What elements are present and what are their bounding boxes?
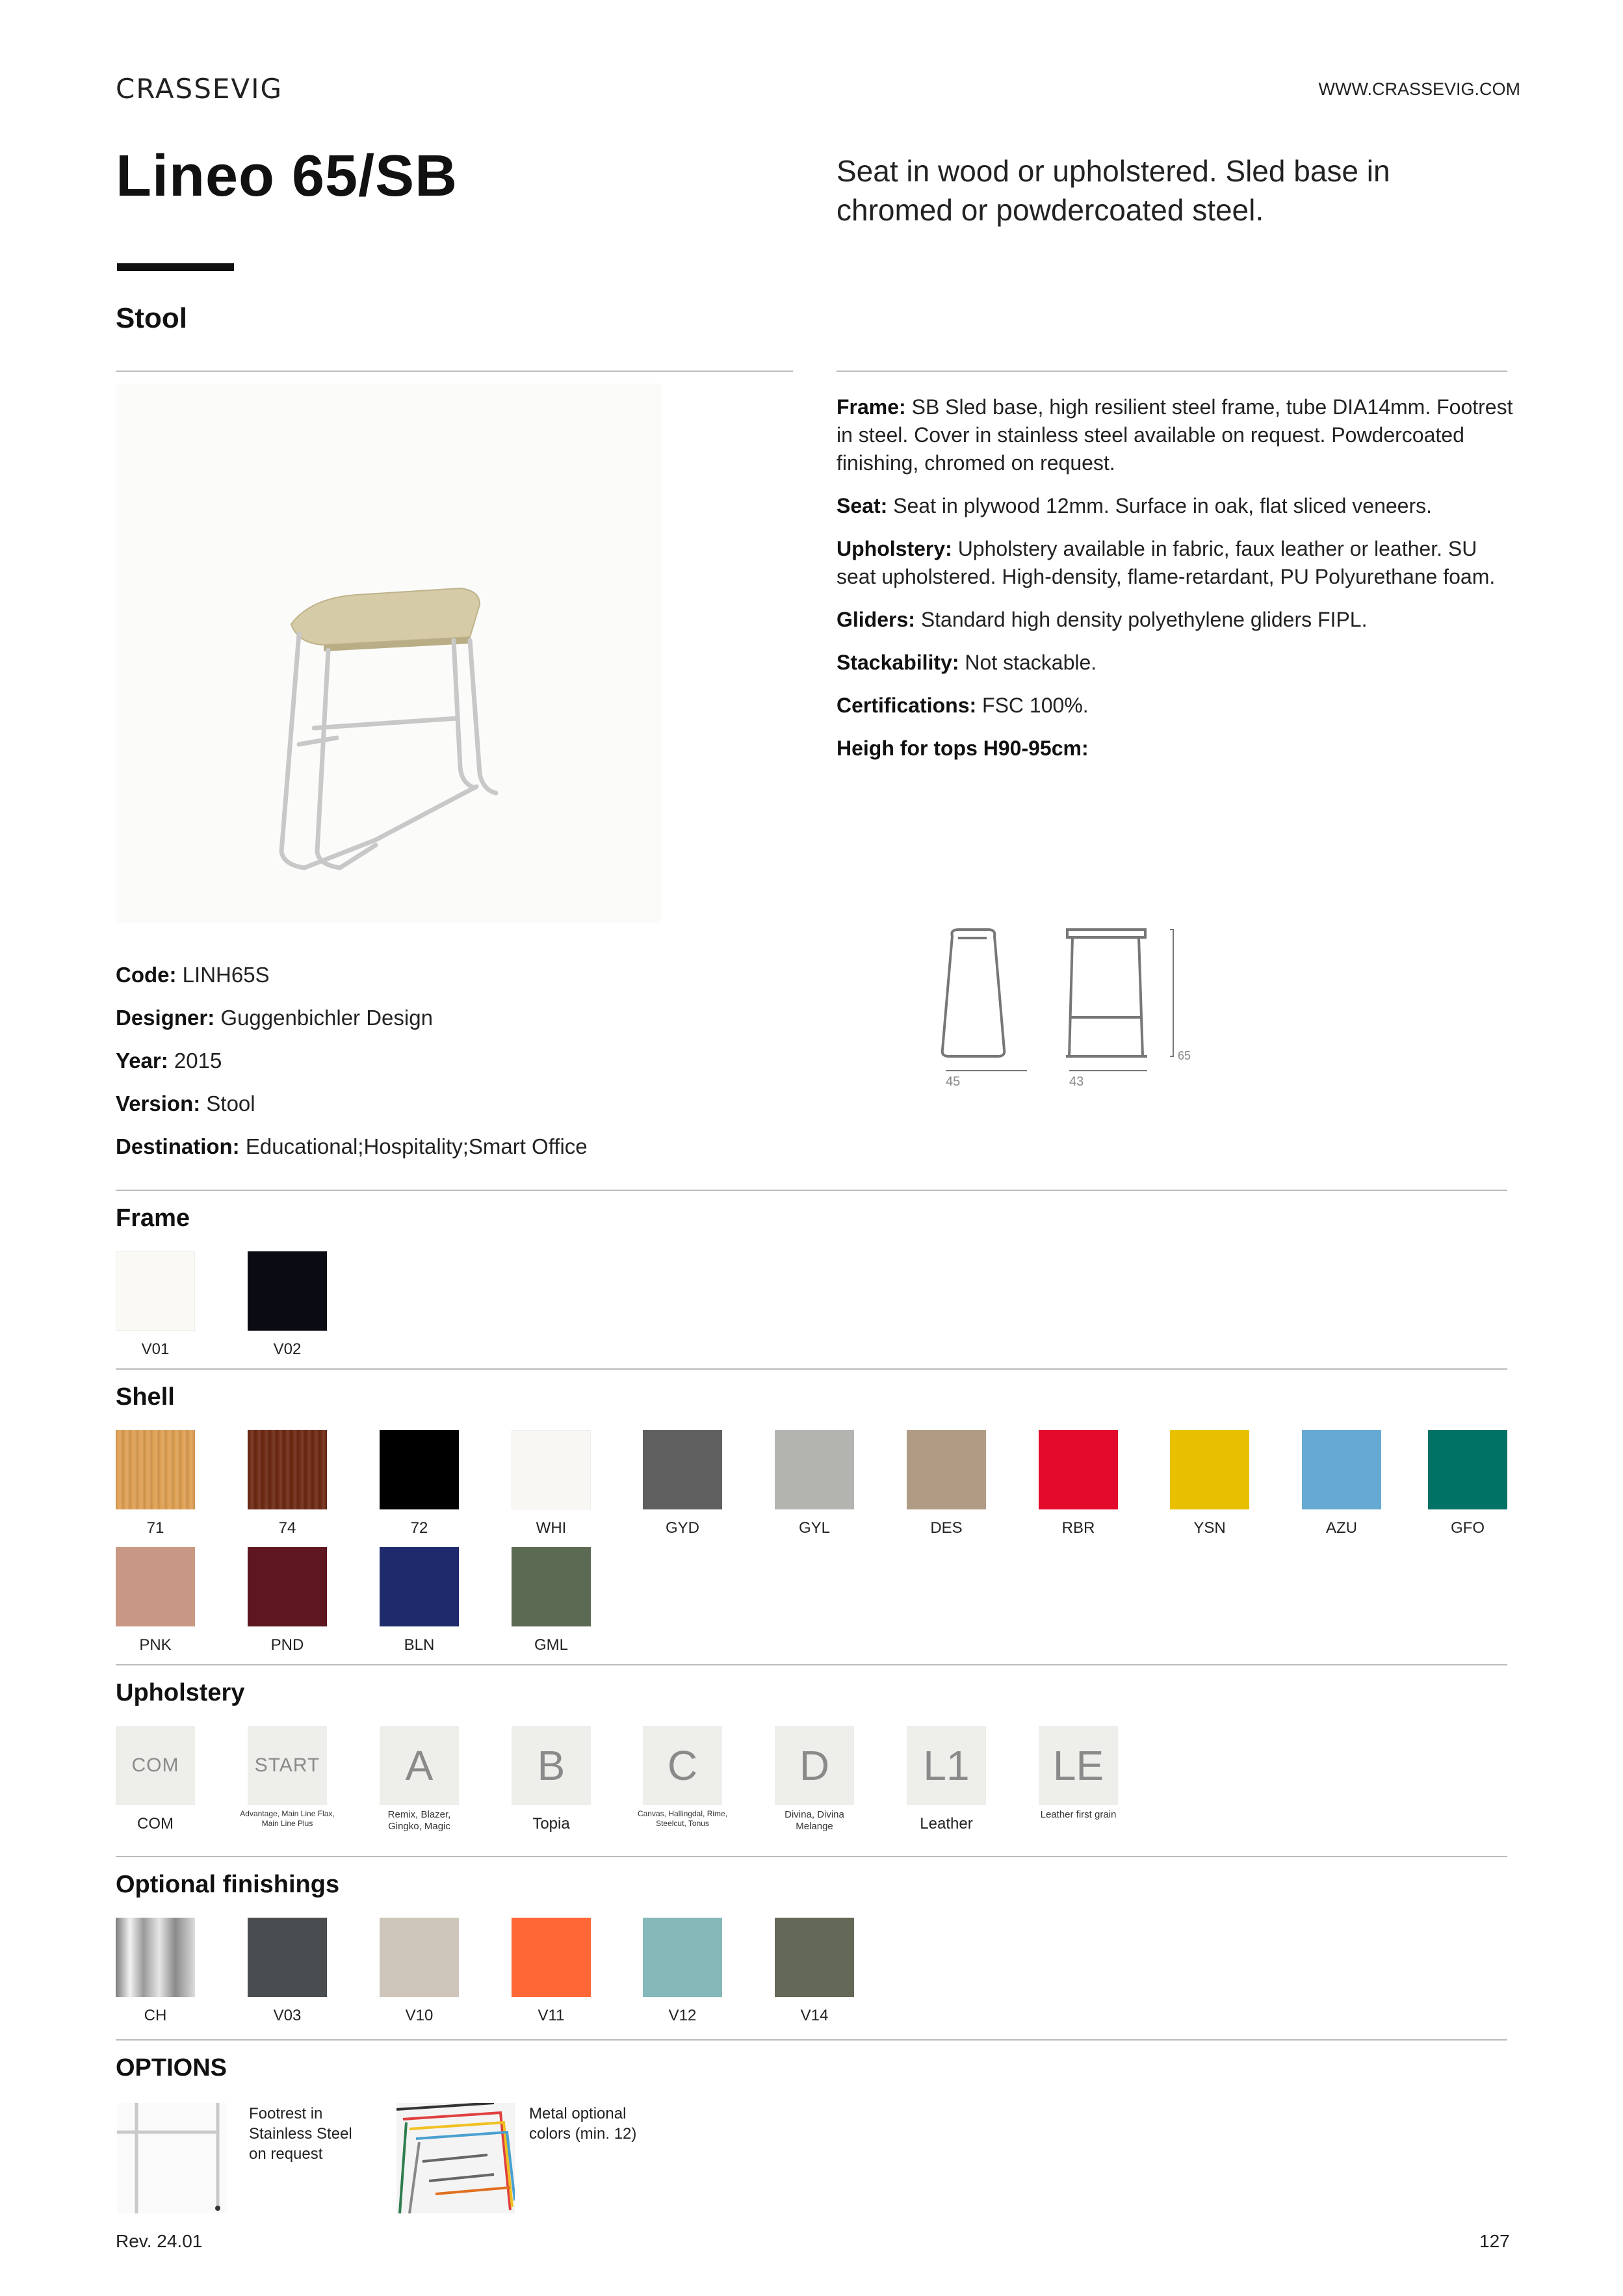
swatch-label: GML [534, 1636, 568, 1654]
title-accent-bar [117, 263, 234, 271]
product-meta [116, 954, 588, 1168]
upholstery-fabrics: Canvas, Hallingdal, Rime, Steelcut, Tonus [637, 1809, 728, 1828]
shell-swatch-des[interactable] [907, 1430, 986, 1537]
divider [116, 371, 793, 372]
upholstery-category-l1[interactable] [907, 1726, 986, 1833]
optional-swatch-v10[interactable] [380, 1918, 459, 2025]
shell-swatch-pnd[interactable] [248, 1547, 327, 1654]
swatch-label: V03 [273, 2007, 302, 2024]
shell-swatch-whi[interactable] [512, 1430, 591, 1537]
meta-version: Version: Stool [116, 1091, 255, 1115]
swatch-color [512, 1918, 591, 1997]
swatch-label: GFO [1451, 1519, 1485, 1537]
shell-section-title: Shell [116, 1383, 175, 1411]
upholstery-category-start[interactable] [240, 1726, 335, 1829]
brand-logo: CRASSEVIG [116, 73, 283, 105]
optional-swatch-ch[interactable] [116, 1918, 195, 2025]
swatch-label: 72 [410, 1519, 428, 1537]
swatch-color [512, 1430, 591, 1509]
upholstery-glyph: C [643, 1726, 722, 1805]
divider [116, 1664, 1507, 1665]
upholstery-category-a[interactable] [380, 1726, 459, 1833]
upholstery-fabrics: Divina, Divina Melange [785, 1809, 844, 1832]
option-colors-text: Metal optional colors (min. 12) [529, 2105, 637, 2143]
swatch-color [380, 1918, 459, 1997]
upholstery-glyph: A [380, 1726, 459, 1805]
upholstery-fabrics: Leather first grain [1040, 1809, 1117, 1820]
upholstery-category-d[interactable] [775, 1726, 854, 1833]
upholstery-glyph: B [512, 1726, 591, 1805]
swatch-color [380, 1430, 459, 1509]
swatch-label: RBR [1061, 1519, 1095, 1537]
upholstery-category-c[interactable] [637, 1726, 728, 1829]
swatch-color [907, 1430, 986, 1509]
optional-section-title: Optional finishings [116, 1871, 340, 1898]
spec-upholstery: Upholstery: Upholstery available in fabric, faux leather or leather. SU seat upholstered. High-density, flame-retardant, PU Polyurethane foam. [837, 537, 1496, 588]
shell-swatch-74[interactable] [248, 1430, 327, 1537]
shell-swatch-gfo[interactable] [1428, 1430, 1507, 1537]
divider [116, 1856, 1507, 1857]
swatch-label: CH [144, 2007, 167, 2024]
divider [116, 1190, 1507, 1191]
upholstery-label: COM [137, 1815, 174, 1833]
shell-swatch-72[interactable] [380, 1430, 459, 1537]
stool-illustration [116, 384, 662, 923]
swatch-label: PNK [139, 1636, 172, 1654]
upholstery-category-com[interactable] [116, 1726, 195, 1833]
swatch-label: V02 [273, 1340, 302, 1358]
upholstery-glyph: D [775, 1726, 854, 1805]
dimension-side-width: 43 [1069, 1075, 1084, 1089]
spec-certifications: Certifications: FSC 100%. [837, 694, 1089, 717]
swatch-label: 74 [278, 1519, 296, 1537]
upholstery-category-b[interactable] [512, 1726, 591, 1833]
swatch-color [775, 1430, 854, 1509]
swatch-label: V12 [668, 2007, 697, 2024]
spec-gliders: Gliders: Standard high density polyethylene gliders FIPL. [837, 608, 1368, 631]
upholstery-label: Topia [532, 1815, 570, 1833]
revision-label: Rev. 24.01 [116, 2231, 203, 2251]
upholstery-glyph: START [248, 1726, 327, 1805]
upholstery-category-le[interactable] [1039, 1726, 1118, 1821]
meta-year: Year: 2015 [116, 1049, 222, 1073]
meta-designer: Designer: Guggenbichler Design [116, 1006, 433, 1030]
frame-swatch-v02[interactable] [248, 1251, 327, 1359]
swatch-color [116, 1430, 195, 1509]
spec-seat: Seat: Seat in plywood 12mm. Surface in oak, flat sliced veneers. [837, 494, 1432, 517]
swatch-color [248, 1251, 327, 1331]
technical-drawing [936, 926, 1196, 1095]
spec-stackability: Stackability: Not stackable. [837, 651, 1097, 674]
swatch-label: GYD [665, 1519, 699, 1537]
swatch-label: PND [270, 1636, 304, 1654]
swatch-label: V01 [141, 1340, 170, 1358]
frame-section-title: Frame [116, 1205, 190, 1232]
upholstery-fabrics: Advantage, Main Line Flax, Main Line Plus [240, 1809, 335, 1828]
upholstery-glyph: L1 [907, 1726, 986, 1805]
website-link[interactable]: WWW.CRASSEVIG.COM [1318, 79, 1520, 99]
option-colors-image [396, 2103, 515, 2213]
product-category: Stool [116, 302, 187, 334]
swatch-color [643, 1430, 722, 1509]
swatch-label: 71 [146, 1519, 164, 1537]
spec-table-height: Heigh for tops H90-95cm: [837, 737, 1089, 760]
shell-swatch-bln[interactable] [380, 1547, 459, 1654]
meta-code: Code: LINH65S [116, 963, 270, 987]
upholstery-label: Leather [920, 1815, 973, 1833]
upholstery-glyph: COM [116, 1726, 195, 1805]
swatch-label: V10 [405, 2007, 434, 2024]
swatch-label: BLN [404, 1636, 435, 1654]
swatch-color [116, 1918, 195, 1997]
swatch-label: DES [930, 1519, 963, 1537]
swatch-label: YSN [1193, 1519, 1226, 1537]
shell-swatch-gml[interactable] [512, 1547, 591, 1654]
shell-swatch-71[interactable] [116, 1430, 195, 1537]
frame-swatch-v01[interactable] [116, 1251, 195, 1359]
option-footrest-image [117, 2103, 227, 2213]
upholstery-glyph: LE [1039, 1726, 1118, 1805]
product-photo [116, 384, 662, 923]
options-section-title: OPTIONS [116, 2054, 227, 2081]
page-number: 127 [1479, 2231, 1510, 2251]
swatch-label: WHI [536, 1519, 567, 1537]
shell-swatch-gyd[interactable] [643, 1430, 722, 1537]
swatch-label: V11 [538, 2007, 565, 2024]
upholstery-section-title: Upholstery [116, 1679, 245, 1706]
swatch-color [248, 1430, 327, 1509]
swatch-label: V14 [800, 2007, 829, 2024]
dimension-front-width: 45 [946, 1075, 961, 1089]
swatch-color [1170, 1430, 1249, 1509]
swatch-color [380, 1547, 459, 1626]
shell-swatch-gyl[interactable] [775, 1430, 854, 1537]
optional-swatch-v11[interactable] [512, 1918, 591, 2025]
swatch-color [1039, 1430, 1118, 1509]
meta-destination: Destination: Educational;Hospitality;Smart Office [116, 1134, 588, 1158]
divider [116, 2039, 1507, 2041]
shell-swatch-rbr[interactable] [1039, 1430, 1118, 1537]
swatch-color [643, 1918, 722, 1997]
swatch-color [775, 1918, 854, 1997]
upholstery-fabrics: Remix, Blazer, Gingko, Magic [387, 1809, 451, 1832]
swatch-color [116, 1251, 195, 1331]
spec-frame: Frame: SB Sled base, high resilient steel frame, tube DIA14mm. Footrest in steel. Cover in stainless steel available on request. Powdercoated finishing, chromed on request. [837, 395, 1513, 475]
swatch-color [116, 1547, 195, 1626]
swatch-color [248, 1918, 327, 1997]
optional-swatch-v14[interactable] [775, 1918, 854, 2025]
spec-list [837, 393, 1519, 777]
optional-swatch-v03[interactable] [248, 1918, 327, 2025]
swatch-label: AZU [1326, 1519, 1357, 1537]
swatch-color [512, 1547, 591, 1626]
shell-swatch-pnk[interactable] [116, 1547, 195, 1654]
swatch-label: GYL [798, 1519, 831, 1537]
divider [837, 371, 1507, 372]
product-title: Lineo 65/SB [116, 144, 458, 209]
dimension-height: 65 [1178, 1049, 1191, 1062]
swatch-color [1302, 1430, 1381, 1509]
option-footrest-text: Footrest in Stainless Steel on request [249, 2105, 352, 2163]
optional-swatch-v12[interactable] [643, 1918, 722, 2025]
shell-swatch-azu[interactable] [1302, 1430, 1381, 1537]
product-tagline: Seat in wood or upholstered. Sled base in chromed or powdercoated steel. [837, 154, 1390, 227]
swatch-color [1428, 1430, 1507, 1509]
swatch-color [248, 1547, 327, 1626]
divider [116, 1368, 1507, 1370]
shell-swatch-ysn[interactable] [1170, 1430, 1249, 1537]
